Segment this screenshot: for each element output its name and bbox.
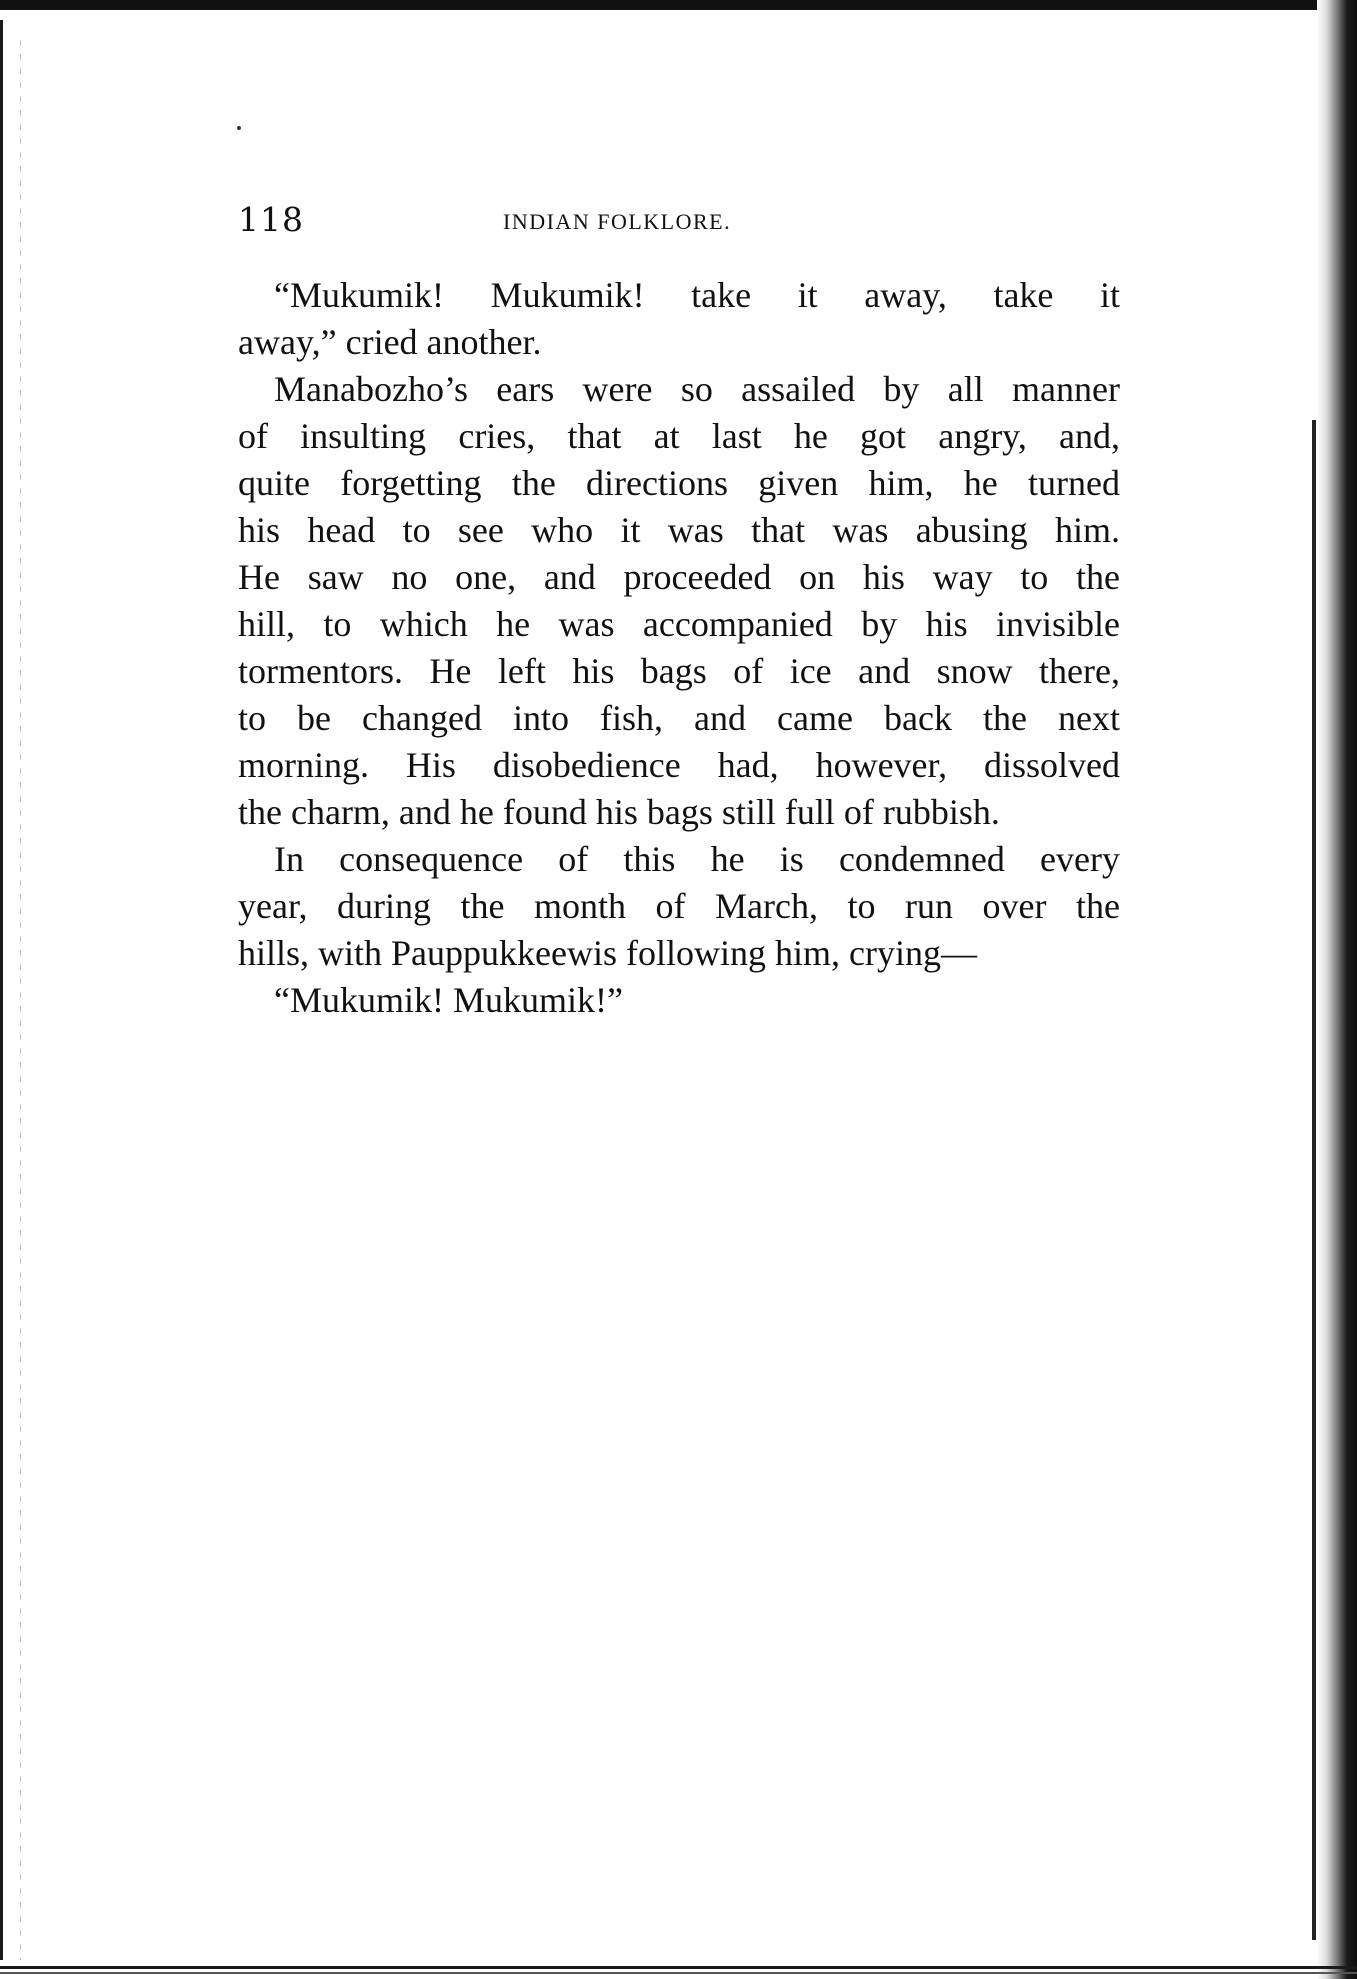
ink-speck [237,126,241,130]
scan-left-margin-line [20,40,21,1960]
scan-right-edge-line [1312,420,1316,1940]
text-line: morning. His disobedience had, however, dissolved [238,745,1120,785]
text-line: “Mukumik! Mukumik!” [274,980,623,1020]
text-line: quite forgetting the directions given him, he turned [238,463,1120,503]
text-line: of insulting cries, that at last he got angry, and, [238,416,1120,456]
text-line: away,” cried another. [238,322,542,362]
scan-top-edge [0,0,1357,10]
text-line: his head to see who it was that was abusing him. [238,510,1120,550]
body-text [238,272,1120,1024]
text-line: the charm, and he found his bags still full of rubbish. [238,792,1000,832]
text-line: tormentors. He left his bags of ice and snow there, [238,651,1120,691]
book-title: INDIAN FOLKLORE. [503,209,732,234]
text-line: In consequence of this he is condemned every [274,839,1120,879]
text-line: hill, to which he was accompanied by his invisible [238,604,1120,644]
scan-bottom-edge-secondary [0,1972,1357,1974]
text-line: “Mukumik! Mukumik! take it away, take it [274,275,1120,315]
text-line: year, during the month of March, to run over the [238,886,1120,926]
text-line: to be changed into fish, and came back the next [238,698,1120,738]
text-line: He saw no one, and proceeded on his way to the [238,557,1120,597]
running-head [238,198,1118,242]
scan-right-edge-shadow [1317,0,1357,1979]
text-line: Manabozho’s ears were so assailed by all manner [274,369,1120,409]
scan-bottom-edge [0,1966,1357,1969]
scan-left-binding [0,20,5,1960]
page-number: 118 [238,200,304,239]
text-line: hills, with Pauppukkeewis following him, crying— [238,933,977,973]
